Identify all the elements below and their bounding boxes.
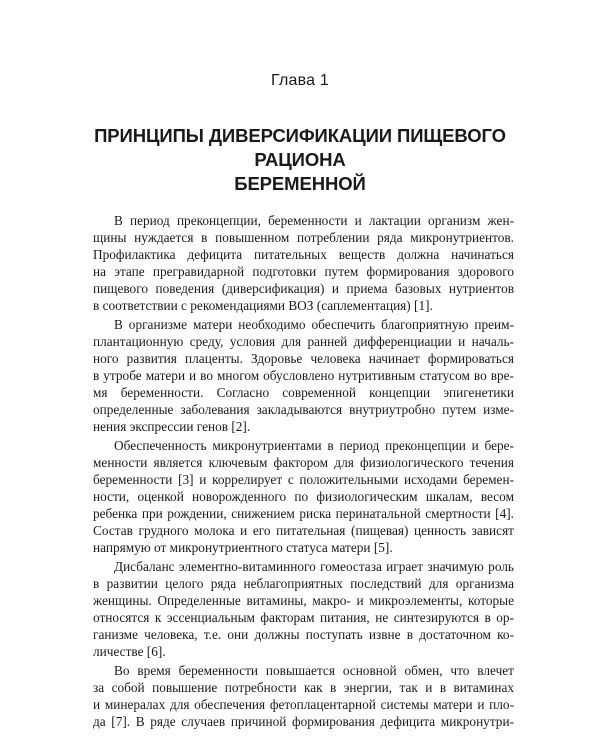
chapter-title-line: БЕРЕМЕННОЙ [234, 173, 366, 194]
paragraph-line: ребенка при рождении, снижением риска перинатальной смертности [4]. [93, 506, 514, 521]
paragraph-line: да [7]. В ряде случаев причиной формирования дефицита микронутри- [93, 714, 514, 729]
paragraph-line: на этапе прегравидарной подготовки путем формирования здорового [93, 264, 514, 279]
paragraph-line: нения экспрессии генов [2]. [93, 419, 251, 434]
paragraph-line: Во время беременности повышается основной обмен, что влечет [114, 663, 514, 678]
paragraph-line: напрямую от микронутриентного статуса матери [5]. [93, 540, 393, 555]
paragraph-line: Состав грудного молока и его питательная (пищевая) ценность зависят [93, 523, 514, 538]
paragraph-line: щины нуждается в повышенном потреблении ряда микронутриентов. [93, 230, 514, 245]
paragraph-line: в развитии целого ряда неблагоприятных последствий для организма [93, 576, 514, 591]
paragraph-line: беременности [3] и коррелирует с положительными исходами беремен- [93, 472, 514, 487]
chapter-title [90, 124, 510, 196]
paragraph [93, 437, 514, 556]
paragraph-line: за собой повышение потребности как в энергии, так и в витаминах [93, 680, 514, 695]
body-text [93, 212, 514, 732]
paragraph-line: В организме матери необходимо обеспечить благоприятную преим- [114, 317, 514, 332]
paragraph-line: ного развития плаценты. Здоровье человека начинает формироваться [93, 351, 514, 366]
paragraph-line: плантационную среду, условия для ранней дифференциации и началь- [93, 334, 514, 349]
chapter-label: Глава 1 [271, 72, 329, 89]
paragraph [93, 558, 514, 660]
paragraph-line: женщины. Определенные витамины, макро- и микроэлементы, которые [93, 593, 514, 608]
paragraph-line: Дисбаланс элементно-витаминного гомеостаза играет значимую роль [114, 559, 514, 574]
paragraph-line: ности, оценкой новорожденного по физиологическим шкалам, весом [93, 489, 514, 504]
paragraph-line: в утробе матери и во многом обусловлено нутритивным статусом во вре- [93, 368, 514, 383]
paragraph-line: относятся к эссенциальным факторам питания, не синтезируются в ор- [93, 610, 514, 625]
paragraph-line: пищевого поведения (диверсификация) и приема базовых нутриентов [93, 281, 514, 296]
chapter-title-line: ПРИНЦИПЫ ДИВЕРСИФИКАЦИИ ПИЩЕВОГО РАЦИОНА [94, 125, 506, 170]
paragraph-line: В период преконцепции, беременности и лактации организм жен- [114, 213, 514, 228]
paragraph-line: Обеспеченность микронутриентами в период преконцепции и бере- [114, 438, 514, 453]
paragraph-line: менности является ключевым фактором для физиологического течения [93, 455, 514, 470]
paragraph-line: мя беременности. Согласно современной концепции эпигенетики [93, 385, 514, 400]
paragraph-line: личестве [6]. [93, 644, 166, 659]
paragraph-line: Профилактика дефицита питательных веществ должна начинаться [93, 247, 514, 262]
paragraph-line: и минералах для обеспечения фетоплацентарной системы матери и пло- [93, 697, 514, 712]
paragraph [93, 316, 514, 435]
paragraph-line: ганизме человека, т.е. они должны поступать извне в достаточном ко- [93, 627, 514, 642]
paragraph [93, 212, 514, 314]
paragraph [93, 662, 514, 730]
paragraph-line: определенные заболевания закладываются внутриутробно путем изме- [93, 402, 514, 417]
paragraph-line: в соответствии с рекомендациями ВОЗ (саплементация) [1]. [93, 298, 433, 313]
